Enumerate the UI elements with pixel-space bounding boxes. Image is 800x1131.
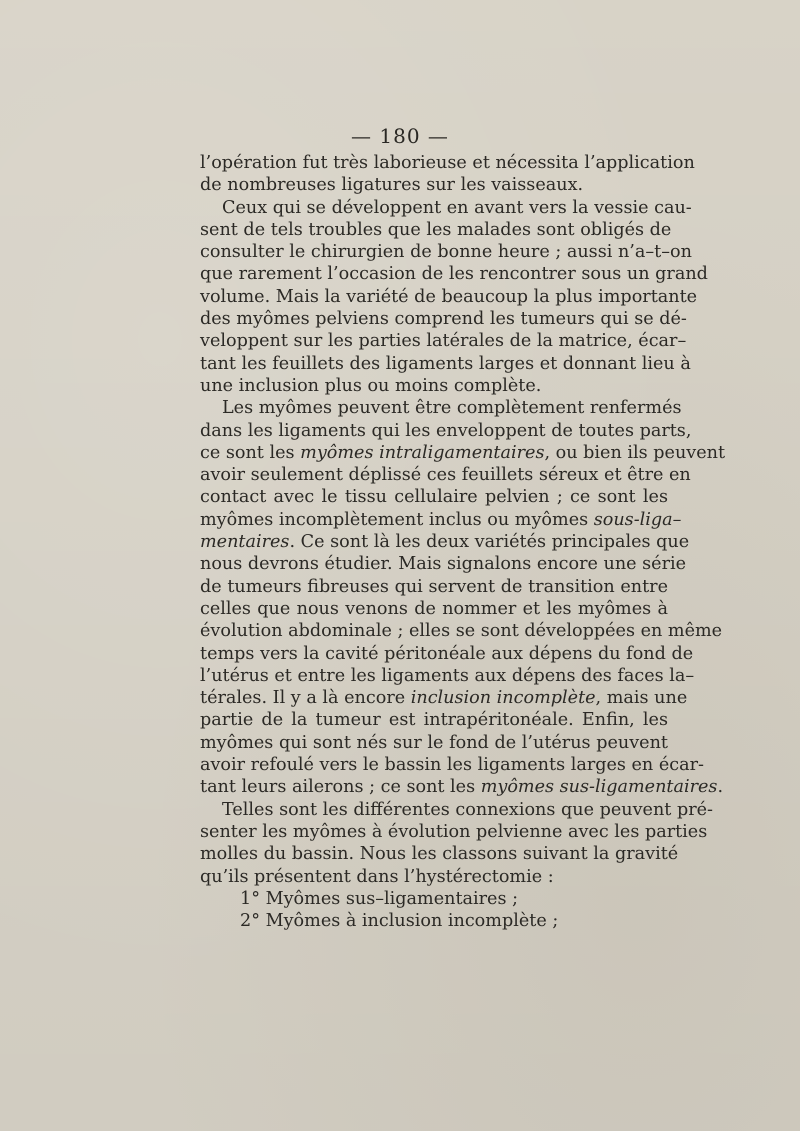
text-line: l’utérus et entre les ligaments aux dépens des faces la– [200, 665, 695, 686]
text-line: tant les feuillets des ligaments larges et donnant lieu à [200, 353, 691, 374]
text-line: de tumeurs fibreuses qui servent de transition entre [200, 576, 668, 597]
text-line: avoir seulement déplissé ces feuillets séreux et être en [200, 465, 691, 486]
text-line: nous devrons étudier. Mais signalons encore une série [200, 554, 687, 575]
text-line: Les myômes peuvent être complètement renfermés [222, 398, 682, 419]
italic-term: myômes intraligamentaires [300, 442, 545, 463]
text-line: contact avec le tissu cellulaire pelvien ; ce sont les [200, 487, 668, 508]
text-line: Telles sont les différentes connexions que peuvent pré- [222, 799, 713, 820]
text-line: qu’ils présentent dans l’hystérectomie : [200, 866, 554, 887]
text-run: tant leurs ailerons ; ce sont les [200, 777, 481, 798]
italic-term: inclusion incomplète [410, 688, 596, 709]
italic-term: mentaires [200, 532, 290, 553]
text-line: une inclusion plus ou moins complète. [200, 375, 542, 396]
text-run: , ou bien ils peuvent [544, 442, 726, 463]
text-line [200, 776, 724, 798]
text-line [200, 509, 682, 531]
text-run: ce sont les [200, 442, 301, 463]
italic-term: sous-liga– [593, 509, 682, 530]
text-line: que rarement l’occasion de les rencontrer sous un grand [200, 264, 708, 285]
text-line: senter les myômes à évolution pelvienne avec les parties [200, 821, 708, 842]
body-text [200, 152, 726, 932]
text-line: partie de la tumeur est intrapéritonéale. Enfin, les [200, 710, 668, 731]
text-line: temps vers la cavité péritonéale aux dépens du fond de [200, 643, 694, 664]
text-line: myômes qui sont nés sur le fond de l’utérus peuvent [200, 732, 668, 753]
text-run: térales. Il y a là encore [200, 688, 411, 709]
text-line [200, 442, 726, 464]
text-line: celles que nous venons de nommer et les myômes à [200, 598, 668, 619]
text-line: veloppent sur les parties latérales de la matrice, écar– [200, 331, 687, 352]
text-line: 1° Myômes sus–ligamentaires ; [240, 888, 519, 909]
text-run: , mais une [595, 688, 688, 709]
text-line: 2° Myômes à inclusion incomplète ; [240, 911, 559, 932]
text-line: Ceux qui se développent en avant vers la vessie cau- [222, 197, 692, 218]
text-run: . [717, 777, 724, 798]
text-line: des myômes pelviens comprend les tumeurs qui se dé- [200, 309, 687, 330]
text-line: dans les ligaments qui les enveloppent de toutes parts, [200, 420, 692, 441]
text-run: . Ce sont là les deux variétés principales que [289, 532, 690, 553]
text-line: consulter le chirurgien de bonne heure ; aussi n’a–t–on [200, 242, 692, 263]
page-number: — 180 — [351, 124, 449, 148]
text-line: évolution abdominale ; elles se sont développées en même [200, 621, 723, 642]
text-run: myômes incomplètement inclus ou myômes [200, 509, 594, 530]
text-line: l’opération fut très laborieuse et nécessita l’application [200, 153, 695, 173]
text-line [200, 687, 688, 709]
text-line: molles du bassin. Nous les classons suivant la gravité [200, 844, 679, 865]
text-line: volume. Mais la variété de beaucoup la plus importante [200, 286, 698, 307]
text-line: sent de tels troubles que les malades sont obligés de [200, 219, 672, 240]
italic-term: myômes sus-ligamentaires [480, 777, 718, 798]
text-line [200, 531, 690, 553]
text-line: avoir refoulé vers le bassin les ligaments larges en écar- [200, 755, 704, 776]
text-line: de nombreuses ligatures sur les vaisseaux. [200, 175, 584, 196]
